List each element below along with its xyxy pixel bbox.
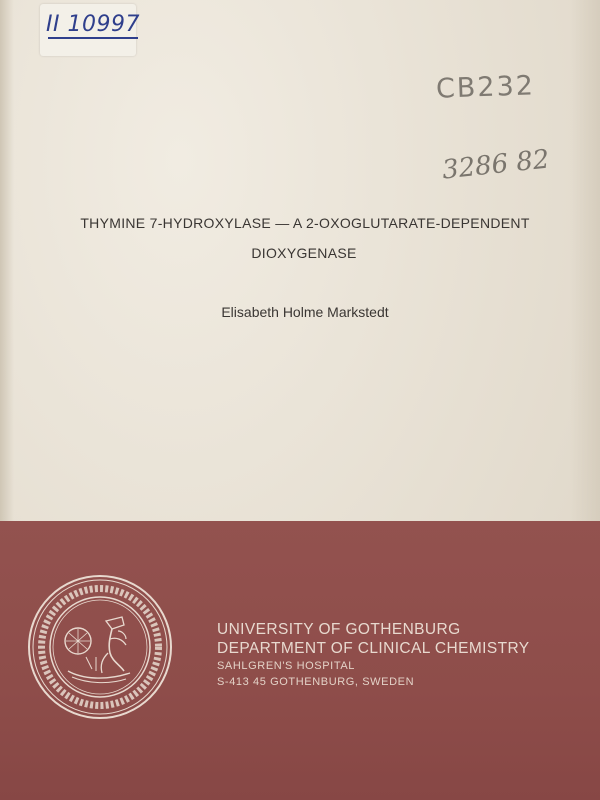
title-line-1: THYMINE 7-HYDROXYLASE — A 2-OXOGLUTARATE-DEPENDENT: [80, 215, 530, 231]
hospital-name: SAHLGREN'S HOSPITAL: [217, 660, 355, 672]
pencil-code-1: CB232: [435, 70, 536, 105]
title-line-2: DIOXYGENASE: [251, 245, 357, 261]
university-name: UNIVERSITY OF GOTHENBURG: [217, 621, 461, 638]
postal-address: S-413 45 GOTHENBURG, SWEDEN: [217, 676, 415, 688]
institution-block: [217, 620, 530, 690]
author-name: Elisabeth Holme Markstedt: [221, 304, 389, 320]
department-name: DEPARTMENT OF CLINICAL CHEMISTRY: [217, 640, 530, 657]
university-seal-icon: [26, 573, 174, 721]
shelf-number: II 10997: [46, 12, 140, 37]
pencil-code-2: 3286 82: [440, 144, 551, 186]
